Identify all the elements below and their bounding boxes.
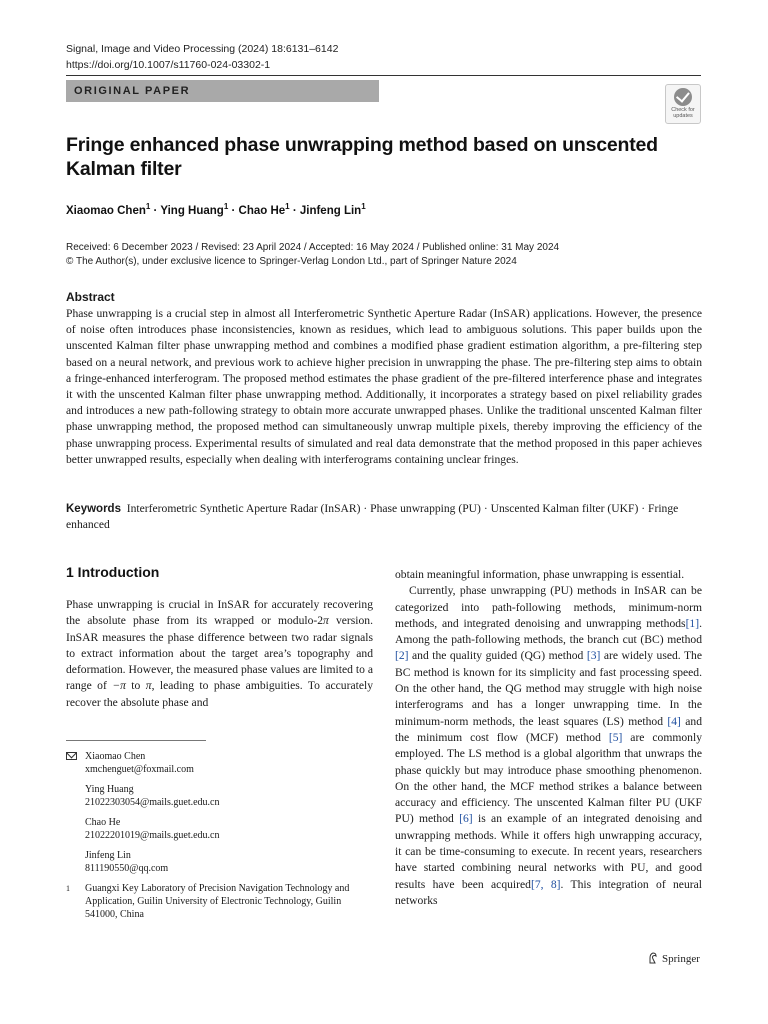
affiliation-text: Guangxi Key Laboratory of Precision Navigation Technology and Application, Guilin University of Electronic Technology, Guilin 541000, China (85, 883, 350, 920)
author-name[interactable]: Chao He (238, 204, 286, 217)
contact-email[interactable]: 21022303054@mails.guet.edu.cn (85, 797, 220, 808)
doi-link[interactable]: https://doi.org/10.1007/s11760-024-03302-1 (66, 59, 271, 71)
author-affil-mark: 1 (145, 202, 151, 211)
keywords-list: Interferometric Synthetic Aperture Radar (InSAR) · Phase unwrapping (PU) · Unscented Kalman filter (UKF) · Fringe enhanced (66, 502, 679, 532)
footnote-rule (66, 740, 206, 741)
intro-text: Phase unwrapping is crucial in InSAR for accurately recovering the absolute phase from its wrapped or modulo-2 (66, 598, 373, 628)
contact-name: Ying Huang (85, 784, 134, 795)
math-pi: π (323, 614, 329, 628)
citation-link[interactable]: [1] (685, 616, 700, 630)
intro-text: . This integration of neural networks (395, 877, 702, 907)
springer-horse-icon (648, 952, 658, 964)
history-dates: Received: 6 December 2023 / Revised: 23 April 2024 / Accepted: 16 May 2024 / Published online: 31 May 2024 (66, 242, 560, 253)
intro-text: and the minimum cost flow (MCF) method (395, 714, 702, 744)
citation-link[interactable]: [7, 8] (530, 877, 561, 891)
paper-title: Fringe enhanced phase unwrapping method based on unscented Kalman filter (66, 134, 658, 180)
contact-block (66, 849, 373, 875)
citation-link[interactable]: [5] (608, 730, 623, 744)
citation-link[interactable]: [2] (395, 649, 409, 663)
paper-type-banner: ORIGINAL PAPER (66, 80, 379, 102)
affiliation-mark: 1 (66, 884, 70, 893)
author-affil-mark: 1 (361, 202, 366, 211)
contact-name: Xiaomao Chen (85, 751, 146, 762)
affiliation (66, 882, 373, 921)
intro-right-column (395, 567, 702, 909)
intro-text: . Among the path-following methods, the branch cut (BC) method (395, 616, 702, 647)
intro-text: , leading to phase ambiguities. To accurately recover the absolute phase and (66, 679, 373, 709)
contact-block (66, 816, 373, 842)
intro-text: version. InSAR measures the phase difference between two radar signals to extract information about the target area’s topography and deformation. However, the measured phase values are limited to a range of (66, 614, 373, 693)
citation-link[interactable]: [4] (667, 714, 681, 728)
header-rule (66, 75, 701, 76)
copyright-line: © The Author(s), under exclusive licence to Springer-Verlag London Ltd., part of Springer Nature 2024 (66, 256, 517, 267)
contact-block (66, 783, 373, 809)
publisher-name: Springer (662, 953, 700, 965)
corresponding-author (66, 750, 373, 776)
intro-text: and the quality guided (QG) method (408, 649, 587, 663)
abstract-text: Phase unwrapping is a crucial step in almost all Interferometric Synthetic Aperture Radar (InSAR) applications. However, the presence of noise often introduces phase inconsistencies, known as residues, which lead to ambiguous solutions. This paper builds upon the unscented Kalman filter phase unwrapping method and combines a modified phase gradient estimation algorithm, a pre-filtering step based on a neural network, and previous work to achieve higher precision in unwrapping the phase. The pre-filtering step aims to obtain a fringe-enhanced interferogram. The proposed method estimates the phase gradient of the pre-filtered interference phase and integrates it with the unscented Kalman filter phase unwrapping method. Additionally, it incorporates a strategy based on pixel reliability grades and introduces a new path-following strategy to obtain more accurate unwrapped phases. Unlike the traditional unscented Kalman filter phase unwrapping method, the proposed method can simultaneously unwrap multiple pixels, thereby improving the efficiency of the phase unwrapping process. Experimental results of simulated and real data demonstrate that the method proposed in this paper achieves better unwrapped results, especially when dealing with interferograms containing unclear fringes. (66, 307, 702, 466)
check-badge-line1: Check for (671, 107, 695, 113)
section-heading-introduction: 1 Introduction (66, 564, 160, 580)
check-icon (674, 88, 692, 106)
author-affil-mark: 1 (285, 202, 290, 211)
intro-text: are widely used. The BC method is known for its simplicity and fast processing speed. On the other hand, the QG method may struggle with high noise interferograms and has a longer unwrapping time. In the minimum-norm methods, the least squares (LS) method (395, 649, 702, 728)
author-name[interactable]: Ying Huang (160, 204, 224, 217)
intro-paragraph: obtain meaningful information, phase unwrapping is essential. (395, 568, 685, 581)
publication-history (66, 241, 706, 269)
contact-name: Jinfeng Lin (85, 850, 131, 861)
contact-email[interactable]: 21022201019@mails.guet.edu.cn (85, 830, 220, 841)
contact-email[interactable]: 811190550@qq.com (85, 863, 169, 874)
abstract-heading: Abstract (66, 290, 115, 304)
intro-text: is an example of an integrated denoising and unwrapping methods. While it offers high unwrapping accuracy, it can be time-consuming to execute. In recent years, researchers have started combining neural networks with PU, and good results have been acquired (395, 812, 702, 891)
envelope-icon (66, 752, 77, 760)
intro-text: to (125, 679, 146, 693)
intro-text: Currently, phase unwrapping (PU) methods in InSAR can be categorized into path-following methods, minimum-norm methods, and integrated denoising and unwrapping methods (395, 584, 702, 630)
intro-text: are commonly employed. The LS method is a global algorithm that unwraps the phase quickly but may introduce phase smoothing phenomenon. On the other hand, the MCF method strikes a balance between accuracy and efficiency. The unscented Kalman filter PU (UKF PU) method (395, 730, 702, 826)
math-pi: π (145, 679, 152, 693)
check-badge-line2: updates (673, 113, 693, 119)
footnotes (66, 750, 373, 921)
author-affil-mark: 1 (223, 202, 229, 211)
contact-email[interactable]: xmchenguet@foxmail.com (85, 764, 194, 775)
contact-name: Chao He (85, 817, 121, 828)
intro-paragraph (395, 583, 702, 909)
intro-left-column (66, 597, 373, 711)
citation-link[interactable]: [6] (459, 812, 473, 826)
author-list: Xiaomao Chen$^1$ · Ying Huang$^1$ · Chao $He^1$ · Jinfeng Lin$^1$ (66, 202, 366, 217)
keywords-heading: Keywords (66, 503, 121, 515)
author-name[interactable]: Xiaomao Chen (66, 204, 146, 217)
journal-line: Signal, Image and Video Processing (2024) 18:6131–6142 (66, 43, 339, 55)
publisher-logo (648, 952, 700, 965)
author-name[interactable]: Jinfeng Lin (299, 204, 362, 217)
journal-citation (66, 41, 338, 73)
check-for-updates-badge[interactable] (665, 84, 701, 124)
keywords-section (66, 501, 702, 533)
citation-link[interactable]: [3] (586, 649, 601, 663)
math-neg-pi: −π (112, 679, 126, 693)
